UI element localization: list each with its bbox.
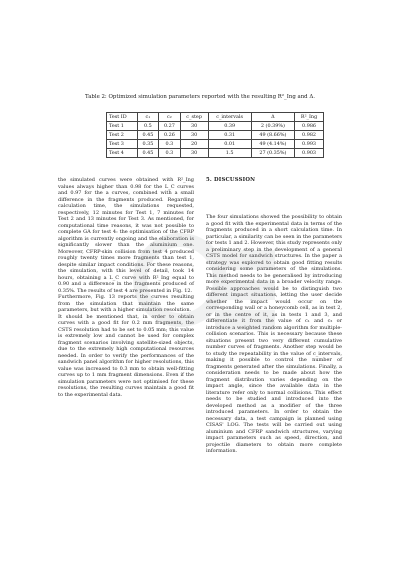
body-paragraph: the simulated curves were obtained with R²_Ing values always higher than 0.98 for the L_C curves and 0.97 for the a curves, combined with a small difference in the fragments produced. Regarding calculation time, the simulations requested, respectively, 12 minutes for Test 1, 7 minutes for Test 2 and 13 minutes for Test 3. As mentioned, for computational time reasons, it was not possible to complete GA for test 4: the optimisation of the CFRP algorithm is currently ongoing and the elaboration is significantly slower than the aluminium one. Moreover, CFRP-skin collision from test 4 produced roughly twenty times more fragments than test 1, despite similar impact conditions. For these reasons, the simulation, with this level of detail, took 14 hours, obtaining a L_C curve with R²_Ing equal to 0.90 and a difference in the fragments produced of 0.35%. The results of test 4 are presented in Fig. 12. (58, 177, 194, 294)
body-paragraph: The four simulations showed the possibility to obtain a good fit with the experimental data in terms of the fragments produced in a short calculation time. In particular, a similarity can be seen in the parameters for tests 1 and 2. However, this study represents only a preliminary step in the development of a general CSTS model for sandwich structures. In the paper a strategy was explored to obtain good fitting results considering some parameters of the simulations. This method needs to be generalised by introducing more experimental data in a broader velocity range. Possible approaches would be to distinguish two different impact situations, letting the user decide whether the impact would occur on the corresponding wall or a honeycomb cell, as in test 2, or in the centre of it, as in tests 1 and 3, and differentiate it from the value of c₁ and c₂ or introduce a weighted random algorithm for multiple-collision scenarios. This is necessary because these situations present two very different cumulative number curves of fragments. Another step would be to study the repeatability in the value of c_intervals, making it possible to control the number of fragments generated after the simulations. Finally, a consideration needs to be made about how the fragment distribution varies depending on the impact angle, since the available data in the literature refer only to normal collisions. This effect needs to be studied and introduced into the developed method as a modifier of the three introduced parameters. In order to obtain the necessary data, a test campaign is planned using CISAS' LOG. The tests will be carried out using aluminium and CFRP sandwich structures, varying impact parameters such as speed, direction, and projectile diameters to obtain more complete information. (206, 214, 342, 454)
body-paragraph: It should be mentioned that, in order to obtain curves with a good fit for 0.2 mm fragments, the CSTS resolution had to be set to 0.05 mm; this value is extremely low and cannot be used for complex fragment scenarios involving satellite-sized objects, due to the extremely high computational resources needed. In order to verify the performances of the sandwich panel algorithm for higher resolutions, this value was increased to 0.3 mm to obtain well-fitting curves up to 1 mm fragment dimensions. Even if the simulation parameters were not optimised for these resolutions, the resulting curves maintain a good fit to the experimental data. (58, 313, 194, 398)
table-cell: 0.986 (295, 122, 324, 131)
header-c-step: c_step (180, 113, 208, 122)
table-row (107, 149, 324, 158)
header-delta: Δ (251, 113, 294, 122)
table-cell: 0.993 (295, 140, 324, 149)
table-header-row (107, 113, 324, 122)
table-row (107, 131, 324, 140)
table-cell: 0.31 (208, 131, 251, 140)
header-test-id: Test ID (107, 113, 138, 122)
header-c1: c₁ (137, 113, 158, 122)
section-heading-discussion: 5. DISCUSSION (206, 177, 256, 183)
table-cell: 49 (8.66%) (251, 131, 294, 140)
table-cell: 20 (180, 140, 208, 149)
table-row (107, 122, 324, 131)
table-cell: 30 (180, 149, 208, 158)
table-cell: Test 1 (107, 122, 138, 131)
table-cell: 27 (0.35%) (251, 149, 294, 158)
table-cell: 0.3 (159, 149, 180, 158)
table-cell: 1.5 (208, 149, 251, 158)
table-cell: 0.01 (208, 140, 251, 149)
left-column-text (58, 177, 194, 398)
table-cell: 0.982 (295, 131, 324, 140)
table-cell: 0.39 (208, 122, 251, 131)
body-paragraph: Furthermore, Fig. 13 reports the curves resulting from the simulation that maintain the same parameters, but with a higher simulation resolution. (58, 294, 194, 313)
table-cell: 30 (180, 131, 208, 140)
table-cell: 0.3 (159, 140, 180, 149)
table-cell: Test 4 (107, 149, 138, 158)
header-r2: R²_Ing (295, 113, 324, 122)
table-cell: Test 2 (107, 131, 138, 140)
table-cell: 30 (180, 122, 208, 131)
table-caption: Table 2: Optimized simulation parameters reported with the resulting R²_Ing and Δ. (85, 94, 315, 100)
header-c-intervals: c_intervals (208, 113, 251, 122)
table-cell: 0.903 (295, 149, 324, 158)
table-cell: 0.5 (137, 122, 158, 131)
table-cell: Test 3 (107, 140, 138, 149)
table-cell: 0.45 (137, 149, 158, 158)
table-cell: 2 (0.39%) (251, 122, 294, 131)
table-cell: 0.45 (137, 131, 158, 140)
header-c2: c₂ (159, 113, 180, 122)
table-cell: 0.27 (159, 122, 180, 131)
table-cell: 0.26 (159, 131, 180, 140)
table-row (107, 140, 324, 149)
table-cell: 49 (4.14%) (251, 140, 294, 149)
parameters-table (106, 112, 324, 158)
table-cell: 0.35 (137, 140, 158, 149)
right-column-text (206, 214, 342, 455)
